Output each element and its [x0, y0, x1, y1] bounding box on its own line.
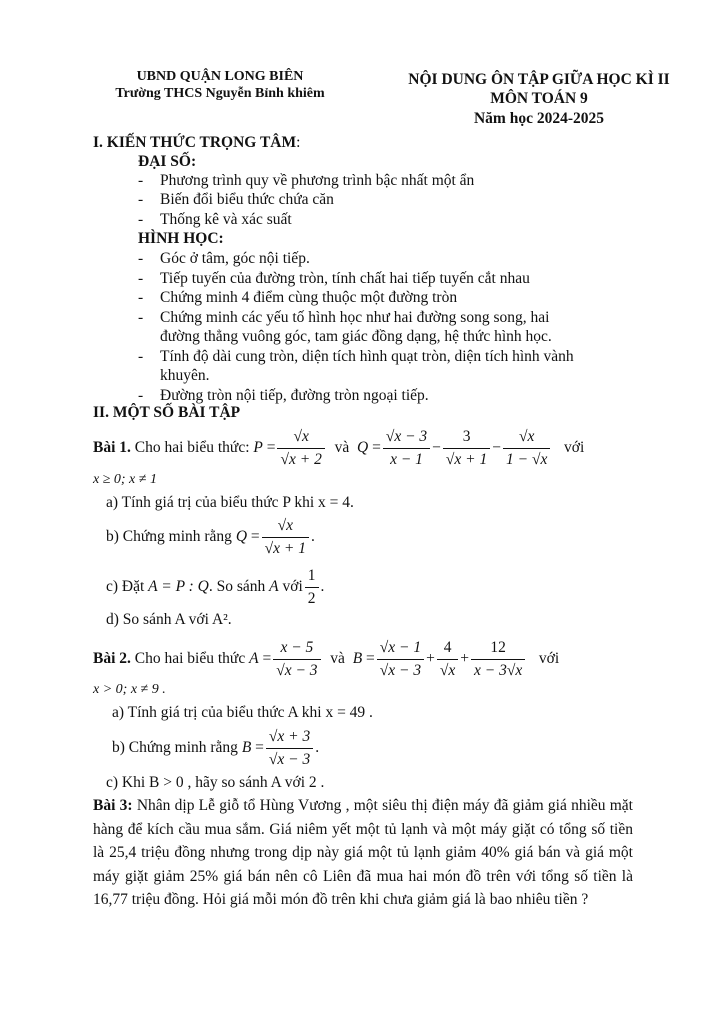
bai1-intro: Cho hai biểu thức:: [134, 439, 250, 456]
denominator: √x + 1: [264, 539, 306, 557]
bai1-label: Bài 1.: [93, 439, 131, 456]
with-word: với: [538, 650, 560, 667]
var-B: B: [352, 650, 363, 667]
var-Q: Q: [235, 528, 248, 545]
fraction-B1: [377, 638, 424, 680]
numerator: √x: [262, 516, 309, 537]
algebra-item: Thống kê và xác suất: [160, 211, 292, 228]
with-word: với: [564, 439, 585, 456]
bai1-condition: x ≥ 0; x ≠ 1: [93, 472, 157, 487]
numerator: √x: [503, 427, 550, 448]
bullet-dash: -: [138, 289, 144, 306]
bai2-statement: [93, 632, 559, 686]
bai1-part-a: a) Tính giá trị của biểu thức P khi x = 4.: [106, 494, 354, 511]
numerator: 3: [443, 427, 490, 448]
geometry-item: Tiếp tuyến của đường tròn, tính chất hai tiếp tuyến cắt nhau: [160, 270, 530, 287]
numerator: √x + 3: [266, 727, 313, 748]
eq-sign: =: [372, 439, 381, 456]
bai2-part-c: c) Khi B > 0 , hãy so sánh A với 2 .: [106, 774, 325, 791]
bullet-dash: -: [138, 270, 144, 287]
geometry-item: Chứng minh 4 điểm cùng thuộc một đường tròn: [160, 289, 458, 306]
and-word: và: [330, 650, 345, 667]
eq-sign: =: [255, 739, 264, 756]
section1-title-row: [93, 134, 300, 152]
bai1-part-c: c) Đặt A = P : Q . So sánh A với $\frac{1}{2}$ .: [106, 567, 325, 607]
numerator: 1: [305, 566, 319, 587]
numerator: √x: [277, 427, 324, 448]
fraction-Q1: [383, 427, 430, 469]
bullet-dash: -: [138, 172, 144, 189]
eq-sign: =: [250, 528, 260, 545]
denominator: 2: [307, 589, 316, 607]
bai1-part-d: d) So sánh A với A².: [106, 611, 232, 628]
part-c-with: với: [282, 578, 303, 595]
numerator: 4: [437, 638, 458, 659]
denominator: √x + 2: [280, 450, 322, 468]
fraction-P: [277, 427, 324, 469]
part-c-pre: c) Đặt: [106, 578, 145, 595]
bai3-paragraph: [93, 794, 633, 912]
denominator: √x − 3: [276, 661, 318, 679]
eq-sign: =: [262, 650, 272, 667]
bullet-dash: -: [138, 309, 144, 326]
doc-subject: MÔN TOÁN 9: [490, 90, 588, 107]
bai2-part-b: b) Chứng minh rằng B = $\frac{√x + 3}{√x - 3}$ .: [112, 728, 320, 768]
bullet-dash: -: [138, 191, 144, 208]
geometry-heading: HÌNH HỌC:: [138, 230, 224, 247]
denominator: √x − 3: [268, 750, 311, 768]
bullet-dash: -: [138, 250, 144, 267]
section1-colon: :: [296, 134, 301, 151]
bai1-statement: [93, 422, 584, 474]
doc-title: NỘI DUNG ÔN TẬP GIỮA HỌC KÌ II: [408, 71, 670, 88]
bai2-part-a: a) Tính giá trị của biểu thức A khi x = 49 .: [112, 704, 373, 721]
geometry-item: Đường tròn nội tiếp, đường tròn ngoại tiếp.: [160, 387, 429, 404]
denominator: x − 1: [390, 450, 423, 468]
algebra-item: Phương trình quy về phương trình bậc nhất một ẩn: [160, 172, 475, 189]
geometry-item: đường thẳng vuông góc, tam giác đồng dạng, hệ thức hình học.: [160, 328, 552, 345]
def-A: A = P : Q: [148, 578, 209, 595]
denominator: x − 3√x: [474, 661, 523, 679]
section1-title: I. KIẾN THỨC TRỌNG TÂM: [93, 134, 297, 151]
part-b-text: b) Chứng minh rằng: [106, 528, 232, 545]
bai2-label: Bài 2.: [93, 650, 131, 667]
minus-sign: −: [492, 439, 502, 456]
algebra-item: Biến đổi biểu thức chứa căn: [160, 191, 334, 208]
algebra-heading: ĐẠI SỐ:: [138, 153, 197, 170]
minus-sign: −: [432, 439, 441, 456]
part-b-text: b) Chứng minh rằng: [112, 739, 238, 756]
var-Q: Q: [356, 439, 369, 456]
fraction-B3: [471, 638, 525, 680]
section2-title: II. MỘT SỐ BÀI TẬP: [93, 404, 241, 421]
eq-sign: =: [266, 439, 276, 456]
bai3-text: Nhân dịp Lễ giỗ tổ Hùng Vương , một siêu thị điện máy đã giảm giá nhiều mặt hàng để kích cầu mua sắm. Giá niêm yết một tủ lạnh và một máy giặt có tổng số tiền là 25,4 triệu đồng nhưng trong dịp này giá một tủ lạnh giảm 40% giá bán và giá một máy giặt giảm 25% giá bán nên cô Liên đã mua hai món đồ trên với tổng số tiền là 16,77 triệu đồng. Hỏi giá mỗi món đồ trên khi chưa giảm giá là bao nhiêu tiền ?: [93, 797, 633, 908]
var-A: A: [269, 578, 279, 595]
part-c-mid: . So sánh: [208, 578, 266, 595]
denominator: 1 − √x: [506, 450, 548, 468]
and-word: và: [334, 439, 350, 456]
fraction-Q2: [443, 427, 490, 469]
eq-sign: =: [366, 650, 375, 667]
numerator: √x − 1: [377, 638, 424, 659]
fraction-A: [273, 638, 320, 680]
geometry-item: Tính độ dài cung tròn, diện tích hình quạt tròn, diện tích hình vành: [160, 348, 574, 365]
bai3-label: Bài 3:: [93, 797, 133, 814]
denominator: √x: [439, 661, 456, 679]
bullet-dash: -: [138, 387, 144, 404]
fraction-Q-result: [262, 516, 309, 558]
numerator: √x − 3: [383, 427, 430, 448]
var-A: A: [249, 650, 259, 667]
numerator: 12: [471, 638, 525, 659]
geometry-item: Chứng minh các yếu tố hình học như hai đường song song, hai: [160, 309, 550, 326]
var-B: B: [241, 739, 252, 756]
denominator: √x − 3: [379, 661, 422, 679]
bullet-dash: -: [138, 211, 144, 228]
bai2-intro: Cho hai biểu thức: [134, 650, 246, 667]
plus-sign: +: [426, 650, 435, 667]
geometry-item: Góc ở tâm, góc nội tiếp.: [160, 250, 310, 267]
fraction-B-result: [266, 727, 313, 769]
bai2-condition: x > 0; x ≠ 9 .: [93, 682, 166, 697]
fraction-half: [305, 566, 319, 608]
bullet-dash: -: [138, 348, 144, 365]
geometry-item: khuyên.: [160, 367, 210, 384]
denominator: √x + 1: [445, 450, 488, 468]
plus-sign: +: [460, 650, 470, 667]
bai1-part-b: b) Chứng minh rằng Q = $\frac{√x}{√x + 1}$ .: [106, 517, 315, 557]
school-name: Trường THCS Nguyễn Bỉnh khiêm: [115, 86, 325, 101]
doc-year: Năm học 2024-2025: [473, 110, 605, 127]
fraction-Q3: [503, 427, 550, 469]
numerator: x − 5: [273, 638, 320, 659]
fraction-B2: [437, 638, 458, 680]
var-P: P: [253, 439, 263, 456]
school-district: UBND QUẬN LONG BIÊN: [136, 69, 304, 84]
